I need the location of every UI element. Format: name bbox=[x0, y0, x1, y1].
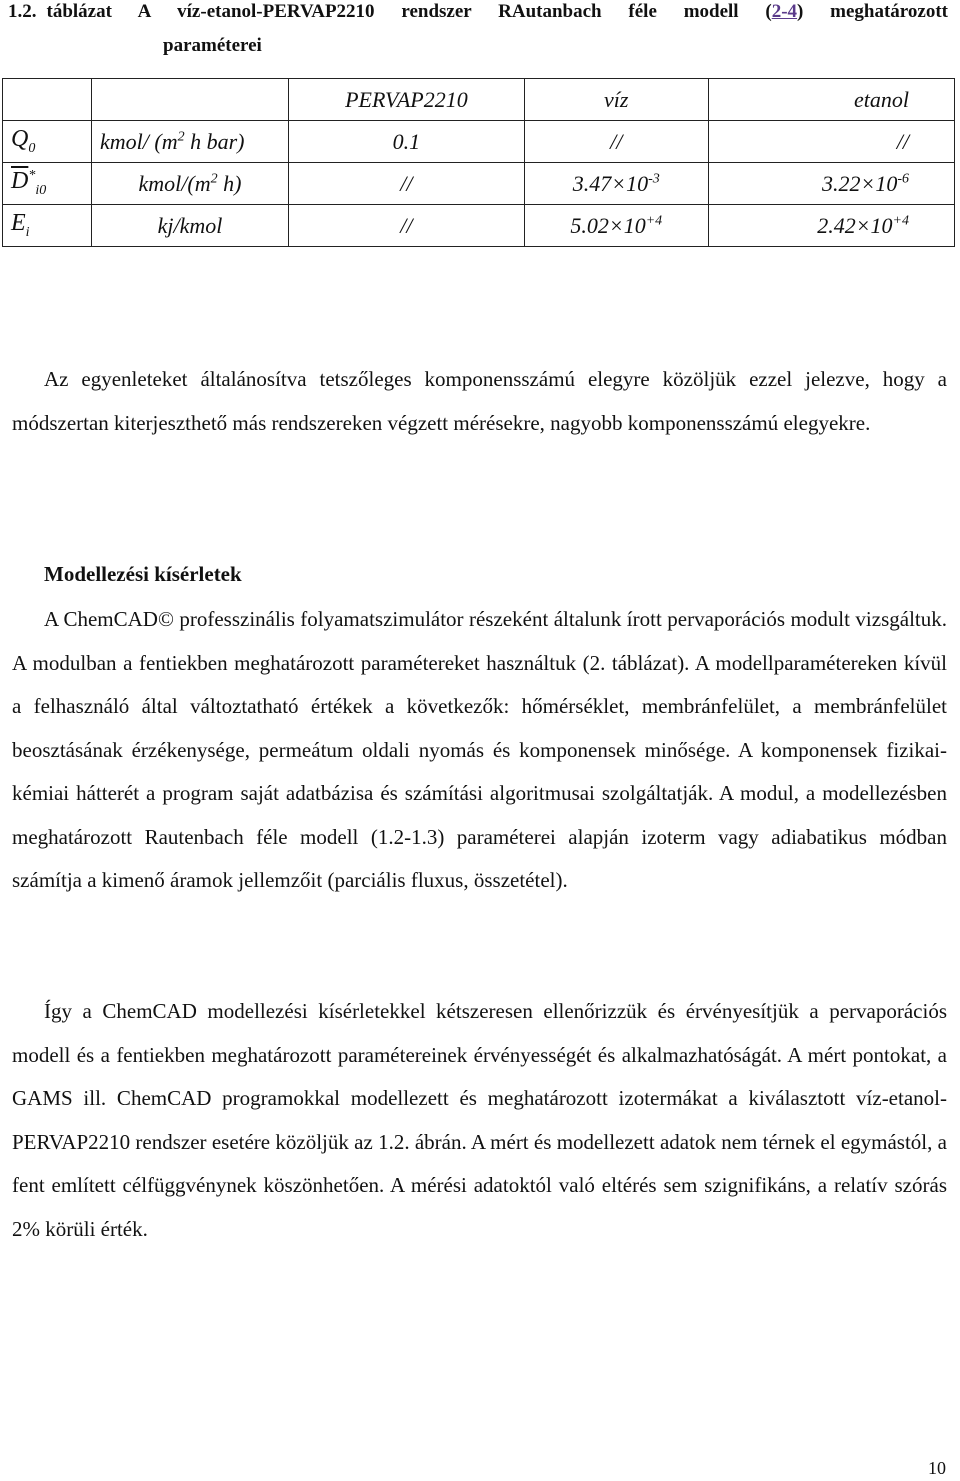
paragraph-modelling: A ChemCAD© professzinális folyamatszimulátor részeként általunk írott pervaporációs modult vizsgáltuk. A modulban a fentiekben meghatározott paramétereket használtuk (2. táblázat). A modellparamétereken kívül a felhasználó által változtatható értékek a következők: hőmérséklet, membránfelület, a membránfelület beosztásának érzékenysége, permeátum oldali nyomás és komponensek minősége. A komponensek fizikai-kémiai hátterét a program saját adatbázisa és számítási algoritmusai szolgáltatják. A modul, a modellezésben meghatározott Rautenbach féle modell (1.2-1.3) paraméterei alapján izoterm vagy adiabatikus módban számítja a kimenő áramok jellemzőit (parciális fluxus, összetétel). bbox=[12, 607, 947, 892]
symbol-cell: $\overline{D}^*_{i0}$ bbox=[3, 163, 92, 205]
page-number: 10 bbox=[928, 1458, 946, 1478]
unit-cell: kj/kmol bbox=[92, 205, 289, 247]
unit-cell: kmol/ ($m^2$ h bar) bbox=[92, 121, 289, 163]
unit-cell: kmol/($m^2$ h) bbox=[92, 163, 289, 205]
caption-number: 1.2. bbox=[8, 1, 37, 22]
value-cell: // bbox=[289, 163, 525, 205]
table-row bbox=[3, 205, 955, 247]
caption-title-line2: paraméterei bbox=[163, 35, 262, 56]
symbol-cell: $E_i$ bbox=[3, 205, 92, 247]
value-cell: $3.47\times 10^{-3}$ bbox=[524, 163, 708, 205]
header-cell-water: víz bbox=[524, 79, 708, 121]
caption-reference-link[interactable]: 2-4 bbox=[771, 1, 798, 22]
value-cell: $3.22\times 10^{-6}$ bbox=[708, 163, 954, 205]
value-cell: // bbox=[289, 205, 525, 247]
table-row bbox=[3, 163, 955, 205]
table-row bbox=[3, 121, 955, 163]
header-cell bbox=[3, 79, 92, 121]
paragraph-validation: Így a ChemCAD modellezési kísérletekkel kétszeresen ellenőrizzük és érvényesítjük a pervaporációs modell és a fentiekben meghatározott paramétereinek érvényességét és alkalmazhatóságát. A mért pontokat, a GAMS ill. ChemCAD programokkal modellezett és meghatározott izotermákat a kiválasztott víz-etanol-PERVAP2210 rendszer esetére közöljük az 1.2. ábrán. A mért és modellezett adatok nem térnek el egymástól, a fent említett célfüggvénynek köszönhetően. A mérési adatoktól való eltérés sem szignifikáns, a relatív szórás 2% körüli érték. bbox=[12, 999, 947, 1241]
value-cell: // bbox=[708, 121, 954, 163]
paragraph-intro: Az egyenleteket általánosítva tetszőleges komponensszámú elegyre közöljük ezzel jelezve, hogy a módszertan kiterjeszthető más rendszereken végzett mérésekre, nagyobb komponensszámú elegyekre. bbox=[12, 367, 947, 435]
value-cell: 0.1 bbox=[289, 121, 525, 163]
header-cell-membrane: PERVAP2210 bbox=[289, 79, 525, 121]
header-cell bbox=[92, 79, 289, 121]
value-cell: $2.42\times 10^{+4}$ bbox=[708, 205, 954, 247]
parameters-table bbox=[2, 78, 955, 247]
table-header-row bbox=[3, 79, 955, 121]
section-heading: Modellezési kísérletek bbox=[44, 562, 242, 586]
caption-title-end: ) meghatározott bbox=[797, 1, 948, 22]
symbol-cell: $Q_0$ bbox=[3, 121, 92, 163]
header-cell-ethanol: etanol bbox=[708, 79, 954, 121]
table-caption bbox=[8, 0, 948, 58]
caption-title: táblázat A víz-etanol-PERVAP2210 rendszer RAutanbach féle modell ( bbox=[46, 1, 772, 22]
value-cell: $5.02\times 10^{+4}$ bbox=[524, 205, 708, 247]
value-cell: // bbox=[524, 121, 708, 163]
